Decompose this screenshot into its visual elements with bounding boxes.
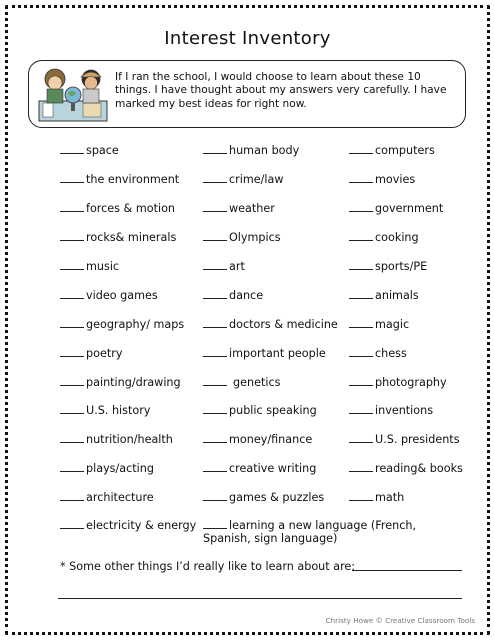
blank-line[interactable] — [349, 172, 373, 183]
interest-item[interactable]: painting/drawing — [60, 375, 181, 389]
blank-line[interactable] — [203, 201, 227, 212]
blank-line[interactable] — [60, 518, 84, 529]
blank-line[interactable] — [60, 143, 84, 154]
interest-item[interactable]: creative writing — [203, 461, 316, 475]
blank-line[interactable] — [203, 432, 227, 443]
interest-item[interactable]: rocks& minerals — [60, 230, 176, 244]
interest-item[interactable]: art — [203, 259, 245, 273]
interest-item[interactable]: cooking — [349, 230, 419, 244]
blank-line[interactable] — [349, 461, 373, 472]
interest-item[interactable]: genetics — [203, 375, 280, 389]
interest-item[interactable]: nutrition/health — [60, 432, 173, 446]
other-interests-second-line[interactable] — [58, 598, 462, 599]
blank-line[interactable] — [60, 403, 84, 414]
interest-item[interactable]: inventions — [349, 403, 433, 417]
blank-line[interactable] — [203, 375, 227, 386]
interest-item[interactable]: video games — [60, 288, 158, 302]
interest-item[interactable]: magic — [349, 317, 409, 331]
other-interests-input-line[interactable] — [352, 570, 462, 571]
interest-item[interactable]: public speaking — [203, 403, 317, 417]
interest-item[interactable]: weather — [203, 201, 275, 215]
blank-line[interactable] — [60, 375, 84, 386]
interest-item[interactable]: math — [349, 490, 404, 504]
interest-item[interactable]: dance — [203, 288, 263, 302]
interest-item[interactable]: reading& books — [349, 461, 463, 475]
blank-line[interactable] — [203, 172, 227, 183]
blank-line[interactable] — [203, 403, 227, 414]
interest-item[interactable]: animals — [349, 288, 419, 302]
interest-item[interactable]: crime/law — [203, 172, 284, 186]
blank-line[interactable] — [349, 288, 373, 299]
blank-line[interactable] — [203, 230, 227, 241]
blank-line[interactable] — [349, 432, 373, 443]
interest-item[interactable]: photography — [349, 375, 447, 389]
blank-line[interactable] — [203, 518, 227, 529]
interest-item[interactable]: chess — [349, 346, 407, 360]
blank-line[interactable] — [60, 432, 84, 443]
interest-item[interactable]: forces & motion — [60, 201, 175, 215]
interest-item[interactable]: movies — [349, 172, 415, 186]
interest-item[interactable]: plays/acting — [60, 461, 154, 475]
blank-line[interactable] — [60, 317, 84, 328]
blank-line[interactable] — [60, 346, 84, 357]
blank-line[interactable] — [60, 201, 84, 212]
blank-line[interactable] — [203, 346, 227, 357]
blank-line[interactable] — [203, 461, 227, 472]
credit-text: Christy Howe © Creative Classroom Tools — [325, 616, 475, 625]
page-title: Interest Inventory — [164, 28, 331, 49]
blank-line[interactable] — [203, 490, 227, 501]
interest-item[interactable]: geography/ maps — [60, 317, 184, 331]
blank-line[interactable] — [349, 346, 373, 357]
blank-line[interactable] — [349, 375, 373, 386]
blank-line[interactable] — [60, 172, 84, 183]
blank-line[interactable] — [203, 317, 227, 328]
interest-item[interactable]: electricity & energy — [60, 518, 196, 532]
blank-line[interactable] — [60, 259, 84, 270]
interest-item[interactable]: the environment — [60, 172, 179, 186]
blank-line[interactable] — [349, 259, 373, 270]
interest-item[interactable]: music — [60, 259, 119, 273]
interest-item[interactable]: space — [60, 143, 119, 157]
interest-item[interactable]: important people — [203, 346, 326, 360]
interest-item[interactable]: poetry — [60, 346, 122, 360]
blank-line[interactable] — [203, 259, 227, 270]
interest-item[interactable]: government — [349, 201, 443, 215]
blank-line[interactable] — [349, 403, 373, 414]
interest-item[interactable]: learning a new language (French, Spanish, sign language) — [203, 519, 417, 545]
blank-line[interactable] — [203, 143, 227, 154]
blank-line[interactable] — [60, 230, 84, 241]
interest-item[interactable]: computers — [349, 143, 435, 157]
interest-item[interactable]: Olympics — [203, 230, 281, 244]
blank-line[interactable] — [203, 288, 227, 299]
blank-line[interactable] — [349, 201, 373, 212]
blank-line[interactable] — [349, 317, 373, 328]
blank-line[interactable] — [349, 143, 373, 154]
interest-item[interactable]: sports/PE — [349, 259, 427, 273]
blank-line[interactable] — [60, 461, 84, 472]
blank-line[interactable] — [349, 230, 373, 241]
blank-line[interactable] — [60, 490, 84, 501]
interest-item[interactable]: U.S. presidents — [349, 432, 460, 446]
interest-item[interactable]: money/finance — [203, 432, 312, 446]
other-interests-prompt: * Some other things I’d really like to learn about are: — [60, 560, 356, 573]
blank-line[interactable] — [349, 490, 373, 501]
interest-item[interactable]: architecture — [60, 490, 154, 504]
interest-item[interactable]: U.S. history — [60, 403, 150, 417]
blank-line[interactable] — [60, 288, 84, 299]
interest-item[interactable]: games & puzzles — [203, 490, 324, 504]
intro-text: If I ran the school, I would choose to learn about these 10 things. I have thought about my answers very carefully. I have marked my best ideas for right now. — [115, 71, 447, 110]
interest-item[interactable]: human body — [203, 143, 299, 157]
interest-item[interactable]: doctors & medicine — [203, 317, 338, 331]
